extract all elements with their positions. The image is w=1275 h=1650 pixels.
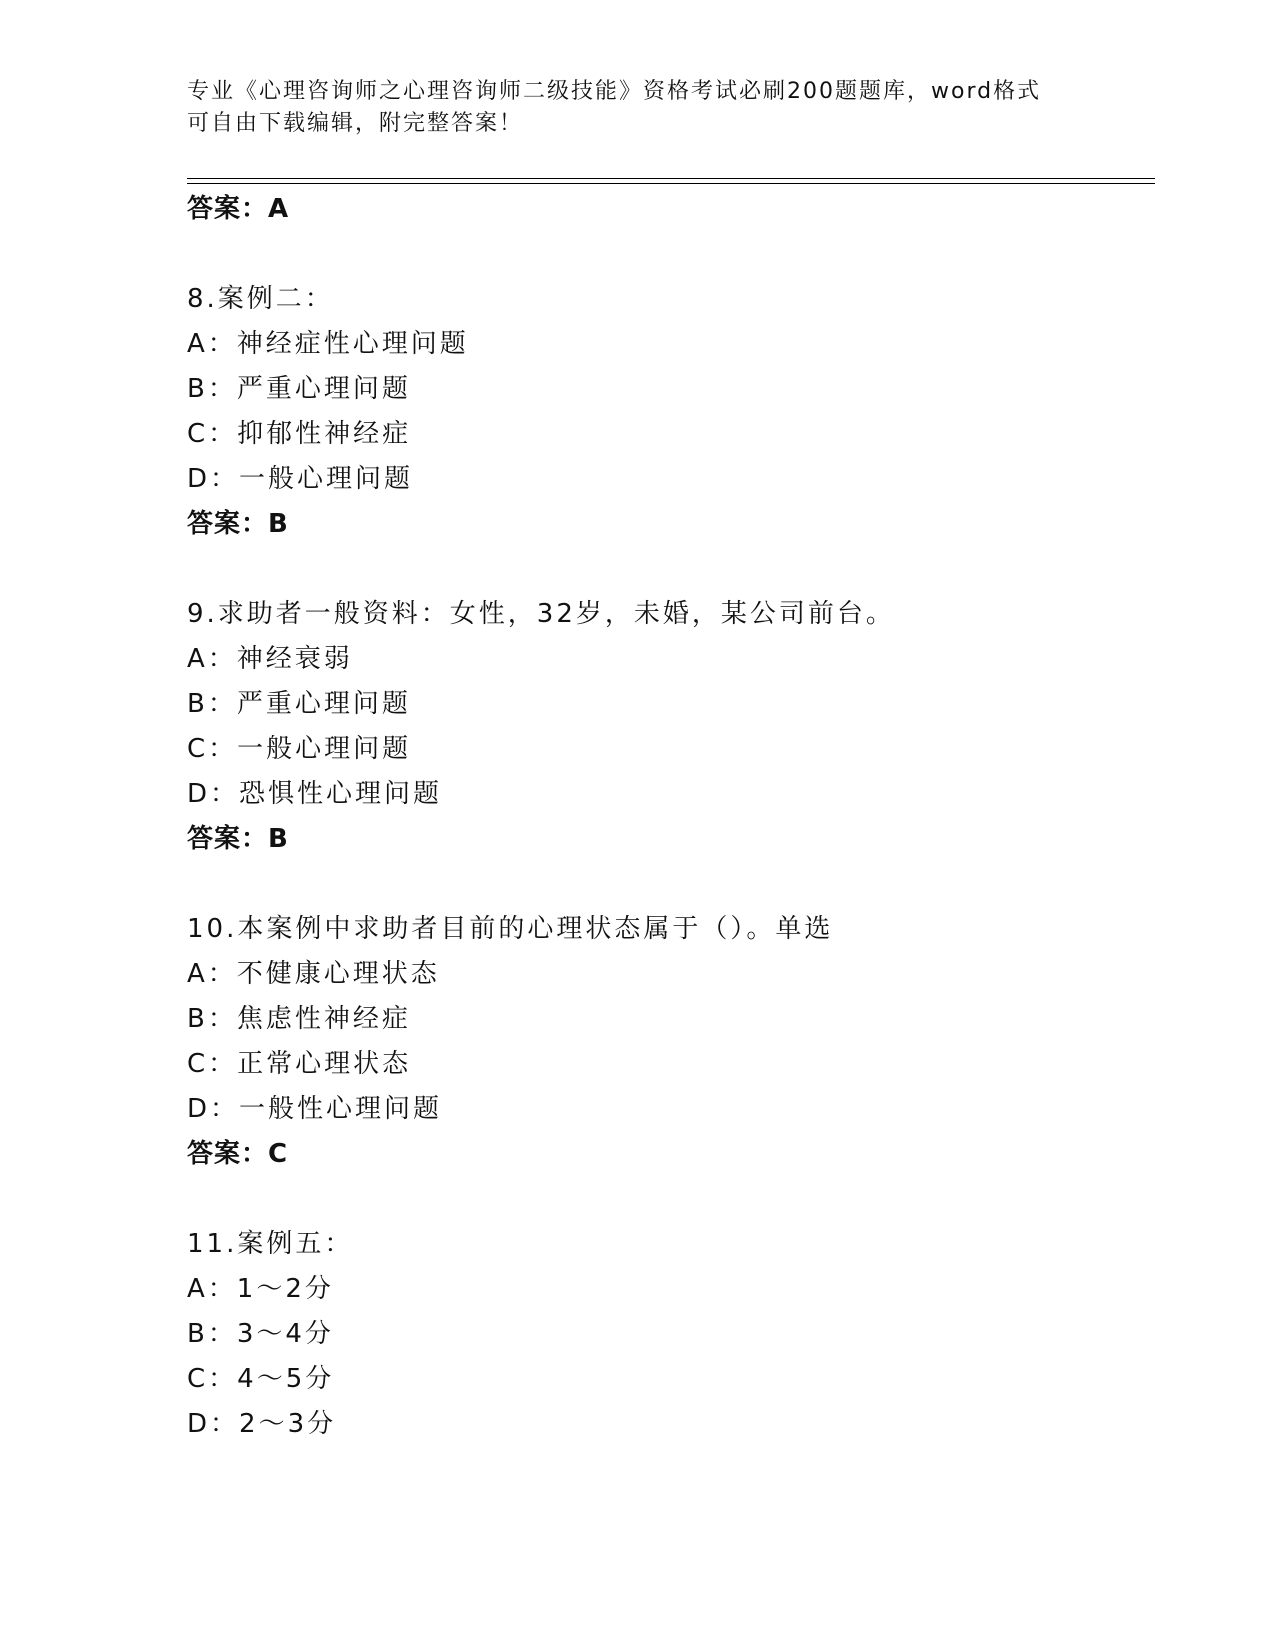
question-9-answer: 答案：B (187, 824, 289, 854)
question-11-option-b: B：3～4分 (187, 1319, 334, 1349)
question-9-option-a: A：神经衰弱 (187, 644, 353, 674)
question-10-option-d: D：一般性心理问题 (187, 1094, 443, 1124)
question-10-answer: 答案：C (187, 1139, 289, 1169)
question-10-option-b: B：焦虑性神经症 (187, 1004, 411, 1034)
question-9-title: 9.求助者一般资料：女性，32岁，未婚，某公司前台。 (187, 599, 895, 629)
question-10-option-c: C：正常心理状态 (187, 1049, 412, 1079)
question-11-option-c: C：4～5分 (187, 1364, 335, 1394)
question-11-option-d: D：2～3分 (187, 1409, 337, 1439)
document-header (187, 76, 1087, 140)
question-9-option-b: B：严重心理问题 (187, 689, 411, 719)
header-line-2: 可自由下载编辑，附完整答案！ (187, 111, 524, 136)
question-9-option-d: D：恐惧性心理问题 (187, 779, 443, 809)
header-divider-top (187, 178, 1155, 179)
question-9-option-c: C：一般心理问题 (187, 734, 412, 764)
answer-prev: 答案：A (187, 194, 290, 224)
question-8-option-d: D：一般心理问题 (187, 464, 414, 494)
question-8-option-a: A：神经症性心理问题 (187, 329, 469, 359)
question-11-title: 11.案例五： (187, 1229, 354, 1259)
header-line-1: 专业《心理咨询师之心理咨询师二级技能》资格考试必刷200题题库，word格式 (187, 79, 1042, 104)
question-11-option-a: A：1～2分 (187, 1274, 334, 1304)
question-8-option-c: C：抑郁性神经症 (187, 419, 412, 449)
header-divider-bottom (187, 183, 1155, 184)
question-10-title: 10.本案例中求助者目前的心理状态属于（）。单选 (187, 914, 834, 944)
question-8-title: 8.案例二： (187, 284, 334, 314)
question-8-answer: 答案：B (187, 509, 289, 539)
question-10-option-a: A：不健康心理状态 (187, 959, 440, 989)
question-8-option-b: B：严重心理问题 (187, 374, 411, 404)
